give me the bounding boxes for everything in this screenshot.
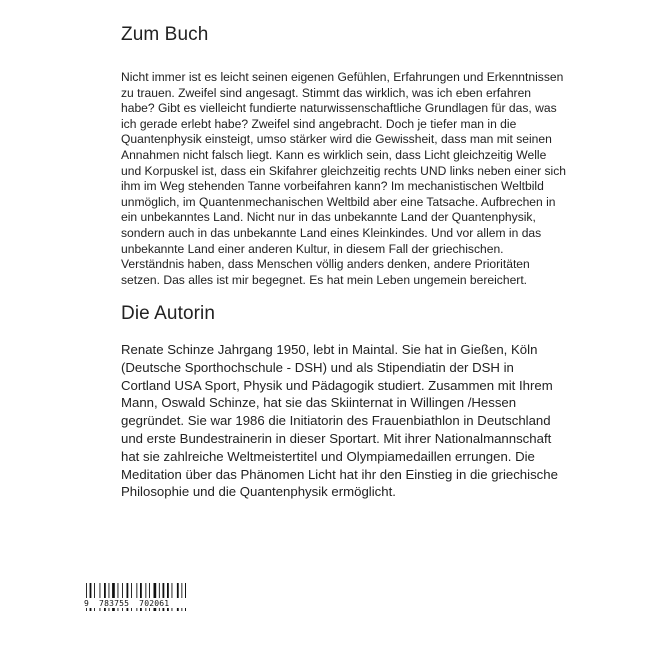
about-author-heading: Die Autorin <box>121 303 216 324</box>
about-author-text: Renate Schinze Jahrgang 1950, lebt in Maintal. Sie hat in Gießen, Köln (Deutsche Sporthochschule - DSH) und als Stipendiatin der DSH in Cortland USA Sport, Physik und Pädagogik studiert. Zusammen mit Ihrem Mann, Oswald Schinze, hat sie das Skiinternat in Willingen /Hessen gegründet. Sie war 1986 die Initiatorin des Frauenbiathlon in Deutschland und erste Bundestrainerin in dieser Sportart. Mit ihrer Nationalmannschaft hat sie zahlreiche Weltmeistertitel und Olympiamedaillen errungen. Die Meditation über das Phänomen Licht hat ihr den Einstieg in die griechische Philosophie und die Quantenphysik ermöglicht. <box>121 342 558 500</box>
about-book-heading: Zum Buch <box>121 24 209 45</box>
isbn-barcode-digits: 9 783755 702061 <box>84 598 186 608</box>
about-book-text: Nicht immer ist es leicht seinen eigenen Gefühlen, Erfahrungen und Erkenntnissen zu trauen. Zweifel sind angesagt. Stimmt das wirklich, was ich eben erfahren habe? Gibt es vielleicht fundierte naturwissenschaftliche Grundlagen für das, was ich gerade erlebt habe? Zweifel sind angebracht. Doch je tiefer man in die Quantenphysik einsteigt, umso stärker wird die Gewissheit, dass man mit seinen Annahmen nicht falsch liegt. Kann es wirklich sein, dass Licht gleichzeitig Welle und Korpuskel ist, dass ein Skifahrer gleichzeitig rechts UND links neben einer sich ihm im Weg stehenden Tanne vorbeifahren kann? Im mechanistischen Weltbild unmöglich, im Quantenmechanischen Weltbild aber eine Tatsache. Aufbrechen in ein unbekanntes Land. Nicht nur in das unbekannte Land der Quantenphysik, sondern auch in das unbekannte Land eines Kleinkindes. Und vor allem in das unbekannte Land einer anderen Kultur, in diesem Fall der griechischen. Verständnis haben, dass Menschen völlig anders denken, andere Prioritäten setzen. Das alles ist mir begegnet. Es hat mein Leben ungemein bereichert. <box>121 70 566 287</box>
